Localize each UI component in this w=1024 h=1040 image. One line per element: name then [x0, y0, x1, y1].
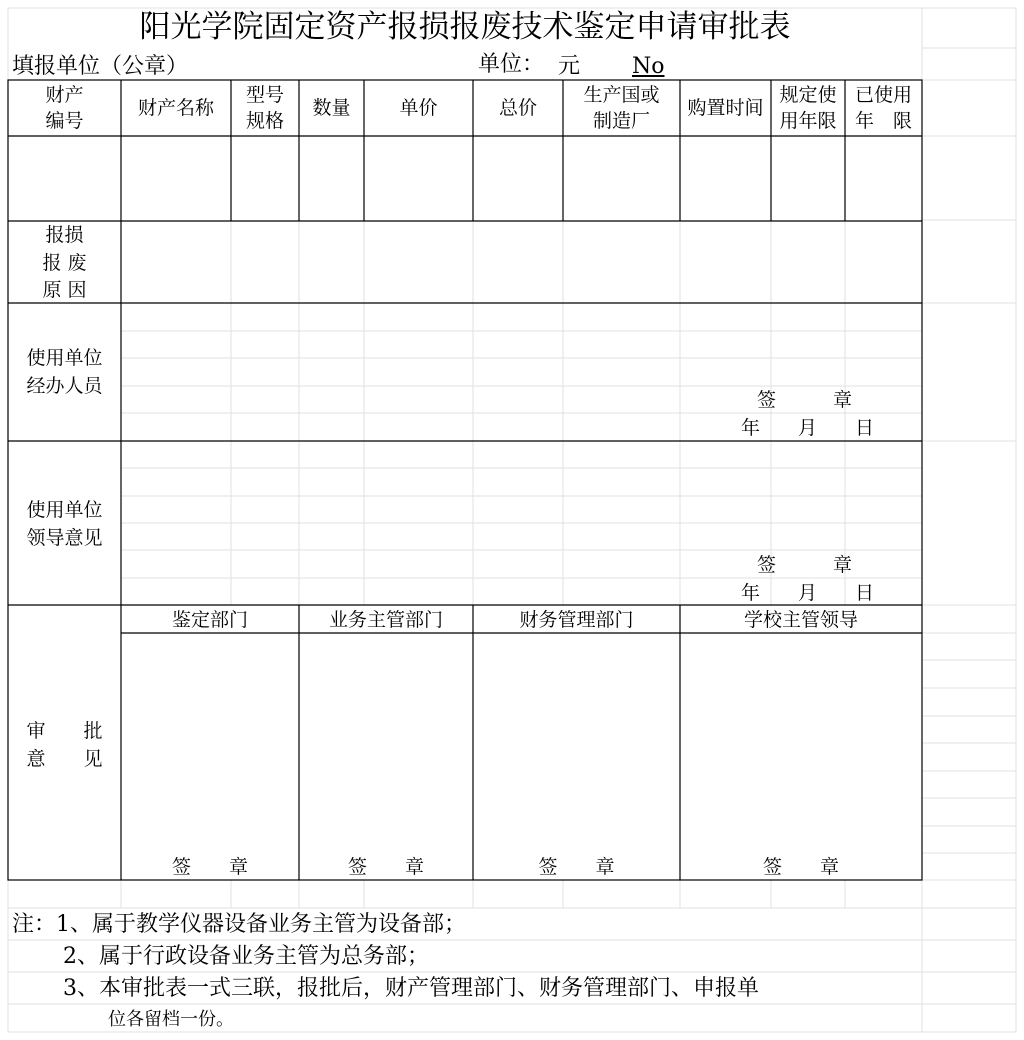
dept-finance: 财务管理部门	[519, 609, 634, 631]
dept-business: 业务主管部门	[328, 609, 443, 631]
col-model-line2: 规格	[245, 110, 284, 132]
handler-sign-label: 签 章	[757, 389, 853, 411]
currency-label: 元	[558, 54, 581, 79]
approval-label-line2: 意 见	[26, 748, 103, 770]
leader-label-line2: 领导意见	[26, 527, 103, 549]
col-total-price: 总价	[498, 97, 537, 119]
unit-label: 单位：	[478, 52, 545, 77]
reason-label-line1: 报损	[45, 224, 84, 246]
col-asset-code-line1: 财产	[45, 84, 84, 106]
leader-sign-label: 签 章	[757, 554, 853, 576]
fill-unit-label: 填报单位（公章）	[12, 54, 189, 79]
col-unit-price: 单价	[399, 97, 438, 119]
col-rated-life-line1: 规定使	[779, 84, 837, 106]
dept-finance-sign: 签 章	[538, 856, 615, 878]
handler-label-line1: 使用单位	[26, 347, 103, 369]
handler-label-line2: 经办人员	[26, 375, 103, 397]
col-purchase-time: 购置时间	[687, 97, 764, 119]
dept-school-leader-sign: 签 章	[762, 856, 839, 878]
col-asset-name: 财产名称	[137, 97, 214, 119]
dept-appraisal: 鉴定部门	[171, 609, 248, 631]
col-asset-code-line2: 编号	[45, 110, 84, 132]
reason-label-line2: 报 废	[42, 252, 87, 274]
dept-school-leader: 学校主管领导	[743, 609, 858, 631]
col-used-life-line2: 年 限	[854, 110, 912, 132]
note-3: 3、本审批表一式三联，报批后，财产管理部门、财务管理部门、申报单	[63, 976, 759, 1001]
col-model-line1: 型号	[245, 84, 284, 106]
col-used-life-line1: 已使用	[854, 84, 912, 106]
handler-date-label: 年 月 日	[741, 417, 875, 439]
leader-date-label: 年 月 日	[741, 582, 875, 604]
col-maker-line1: 生产国或	[583, 84, 660, 106]
col-rated-life-line2: 用年限	[779, 110, 837, 132]
note-1: 注：1、属于教学仪器设备业务主管为设备部；	[12, 912, 466, 937]
approval-label-line1: 审 批	[26, 720, 103, 742]
dept-appraisal-sign: 签 章	[171, 856, 248, 878]
form-title: 阳光学院固定资产报损报废技术鉴定申请审批表	[139, 9, 791, 45]
col-maker-line2: 制造厂	[592, 110, 650, 132]
leader-label-line1: 使用单位	[26, 499, 103, 521]
col-quantity: 数量	[312, 97, 351, 119]
dept-business-sign: 签 章	[347, 856, 424, 878]
number-label: No	[632, 54, 665, 79]
note-2: 2、属于行政设备业务主管为总务部；	[63, 944, 429, 969]
reason-label-line3: 原 因	[42, 279, 87, 301]
note-3-continued: 位各留档一份。	[108, 1009, 234, 1030]
